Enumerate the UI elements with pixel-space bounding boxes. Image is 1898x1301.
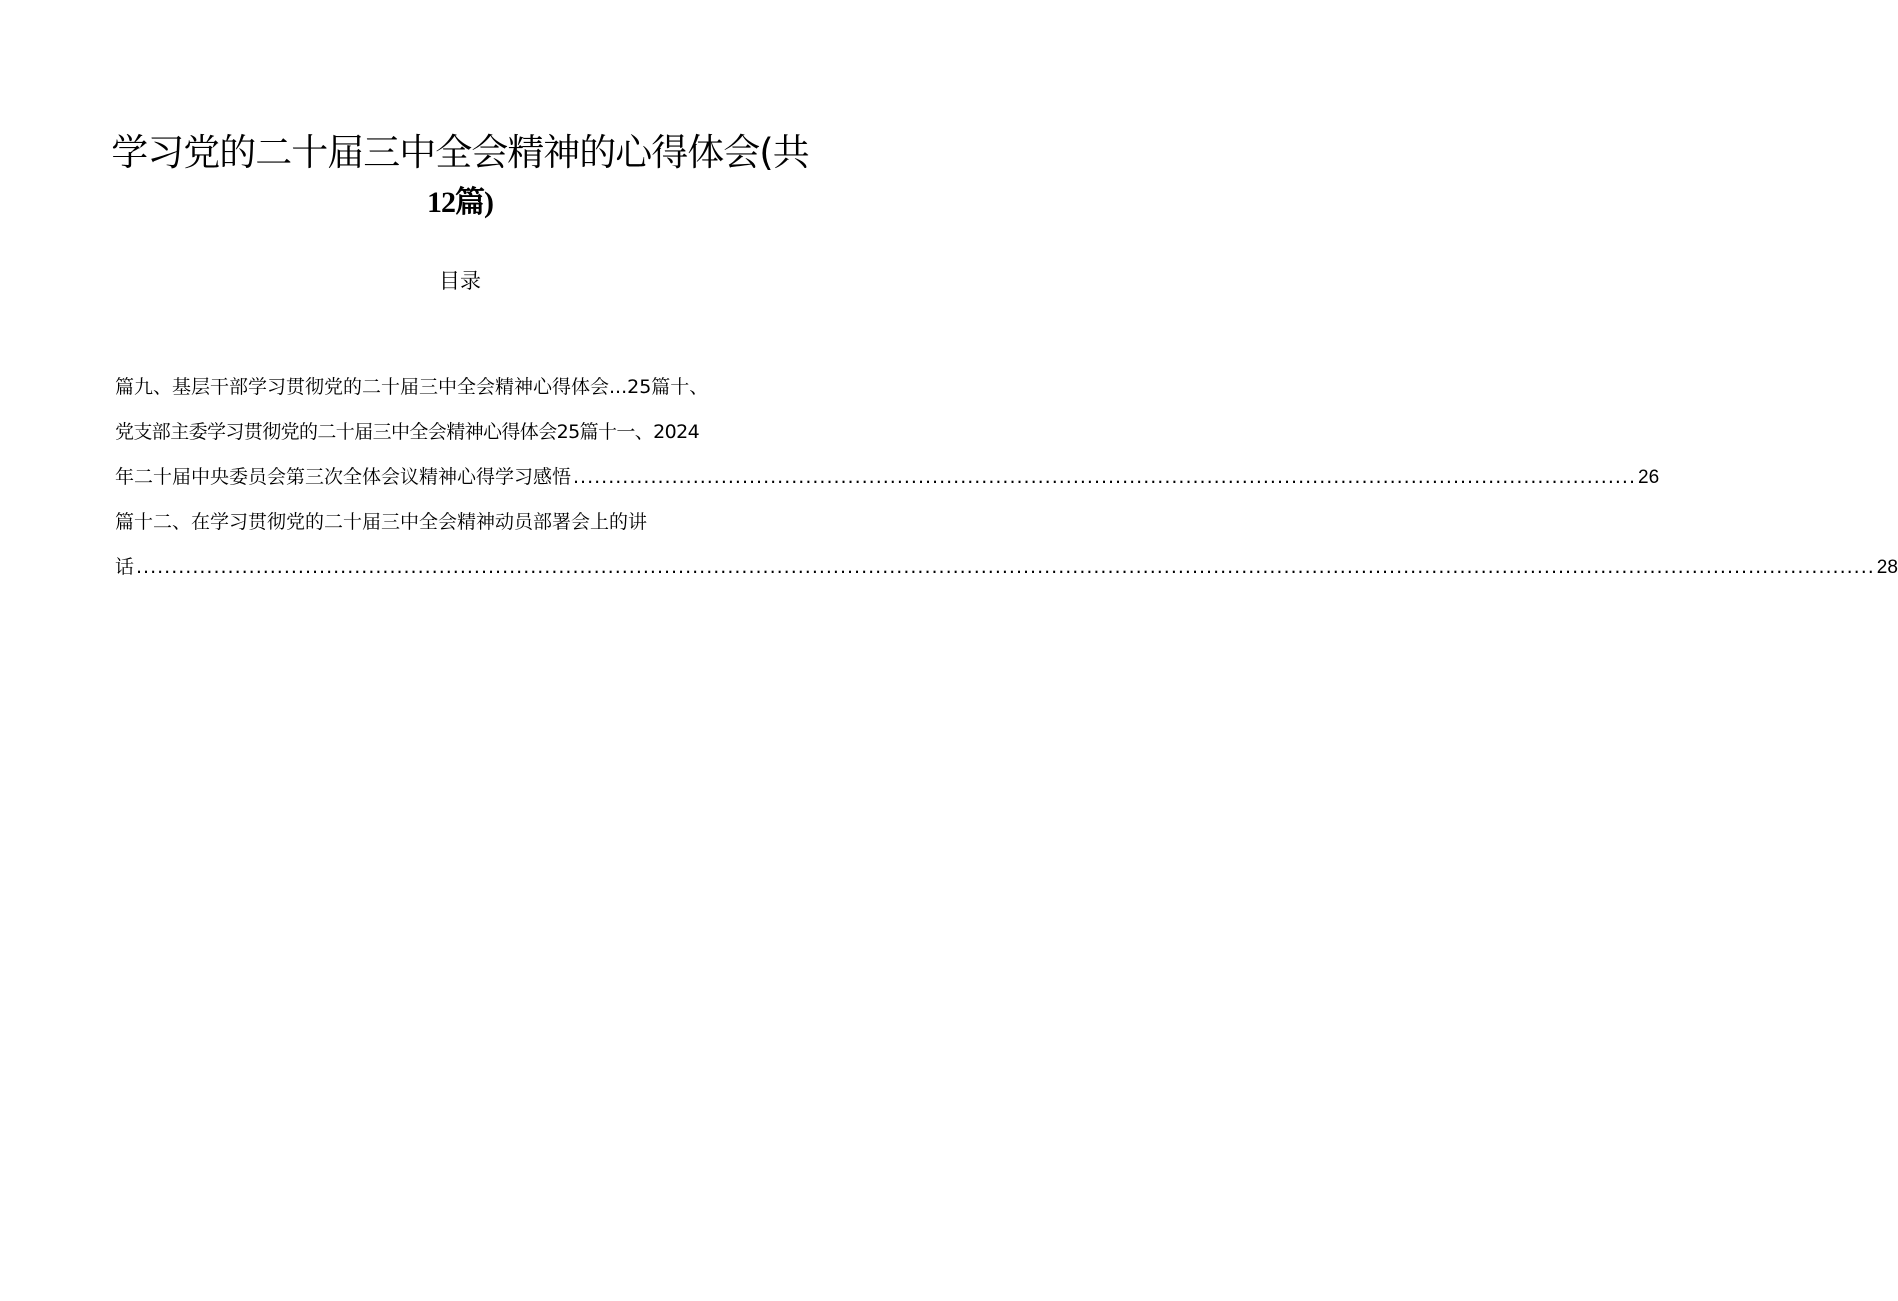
toc-line-3[interactable] (115, 455, 1660, 500)
toc-heading: 目录 (439, 269, 481, 293)
toc-line-5[interactable] (115, 545, 1898, 590)
toc-page-number: 26 (1638, 467, 1660, 488)
toc-line-4-text: 篇十二、在学习贯彻党的二十届三中全会精神动员部署会上的讲 (115, 511, 648, 533)
toc-page-number: 28 (1876, 557, 1898, 578)
toc-line-4[interactable] (115, 500, 827, 545)
toc-line-1[interactable] (115, 365, 827, 410)
toc-leader-dots: ....................................................................................................................................................... (573, 466, 1636, 488)
toc-line-2-text: 党支部主委学习贯彻党的二十届三中全会精神心得体会25篇十一、2024 (115, 421, 700, 443)
toc-line-3-text: 年二十届中央委员会第三次全体会议精神心得学习感悟 (115, 466, 572, 488)
document-title-line-2: 12篇) (427, 186, 493, 219)
document-title-line-1: 学习党的二十届三中全会精神的心得体会(共 (111, 131, 809, 174)
toc-leader-dots: ....................................................................................................................................................................................................................................................... (136, 556, 1875, 578)
table-of-contents (115, 365, 1898, 590)
toc-line-5-text: 话 (115, 556, 135, 578)
toc-line-2[interactable] (115, 410, 827, 455)
toc-line-1-text: 篇九、基层干部学习贯彻党的二十届三中全会精神心得体会...25篇十、 (115, 376, 709, 398)
document-title (100, 128, 820, 228)
